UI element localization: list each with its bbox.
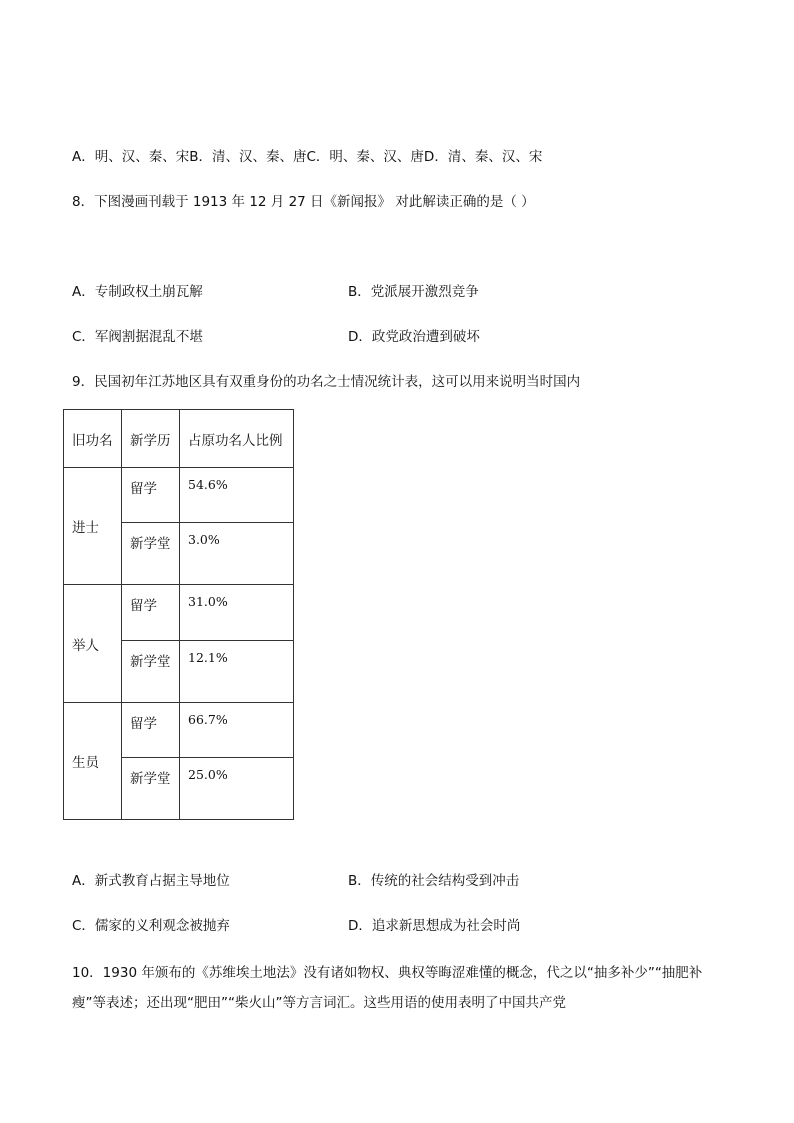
- pct-cell: 12.1%: [180, 641, 294, 703]
- table-header-cell: 占原功名人比例: [180, 410, 294, 468]
- table-header-cell: 旧功名: [64, 410, 122, 468]
- q7-options: A．明、汉、秦、宋B．清、汉、秦、唐C．明、秦、汉、唐D．清、秦、汉、宋: [72, 149, 543, 165]
- q9-option-a: A．新式教育占据主导地位: [72, 873, 230, 889]
- type-cell: 新学堂: [122, 523, 180, 585]
- q8-stem: 8．下图漫画刊载于 1913 年 12 月 27 日《新闻报》 对此解读正确的是（ ）: [72, 194, 535, 210]
- table-row: [64, 585, 294, 641]
- pct-cell: 25.0%: [180, 758, 294, 820]
- group-cell: 生员: [64, 703, 122, 820]
- q8-option-b: B．党派展开激烈竞争: [348, 284, 479, 300]
- type-cell: 留学: [122, 585, 180, 641]
- group-cell: 举人: [64, 585, 122, 703]
- q10-stem: 10．1930 年颁布的《苏维埃土地法》没有诸如物权、典权等晦涩难懂的概念，代之以“抽多补少”“抽肥补瘦”等表述；还出现“肥田”“柴火山”等方言词汇。这些用语的使用表明了中国共产党: [72, 965, 703, 1011]
- pct-cell: 31.0%: [180, 585, 294, 641]
- pct-cell: 66.7%: [180, 703, 294, 758]
- q8-option-d: D．政党政治遭到破坏: [348, 329, 480, 345]
- group-cell: 进士: [64, 468, 122, 585]
- table-row: [64, 703, 294, 758]
- type-cell: 留学: [122, 468, 180, 523]
- q9-option-d: D．追求新思想成为社会时尚: [348, 918, 521, 934]
- q9-option-c: C．儒家的义利观念被抛弃: [72, 918, 230, 934]
- table-header-row: [64, 410, 294, 468]
- q8-option-c: C．军阀割据混乱不堪: [72, 329, 203, 345]
- pct-cell: 54.6%: [180, 468, 294, 523]
- table-row: [64, 468, 294, 523]
- type-cell: 留学: [122, 703, 180, 758]
- pct-cell: 3.0%: [180, 523, 294, 585]
- q9-option-b: B．传统的社会结构受到冲击: [348, 873, 520, 889]
- type-cell: 新学堂: [122, 641, 180, 703]
- statistics-table: [63, 409, 294, 820]
- table-header-cell: 新学历: [122, 410, 180, 468]
- type-cell: 新学堂: [122, 758, 180, 820]
- q8-option-a: A．专制政权土崩瓦解: [72, 284, 203, 300]
- q9-stem: 9．民国初年江苏地区具有双重身份的功名之士情况统计表，这可以用来说明当时国内: [72, 374, 581, 390]
